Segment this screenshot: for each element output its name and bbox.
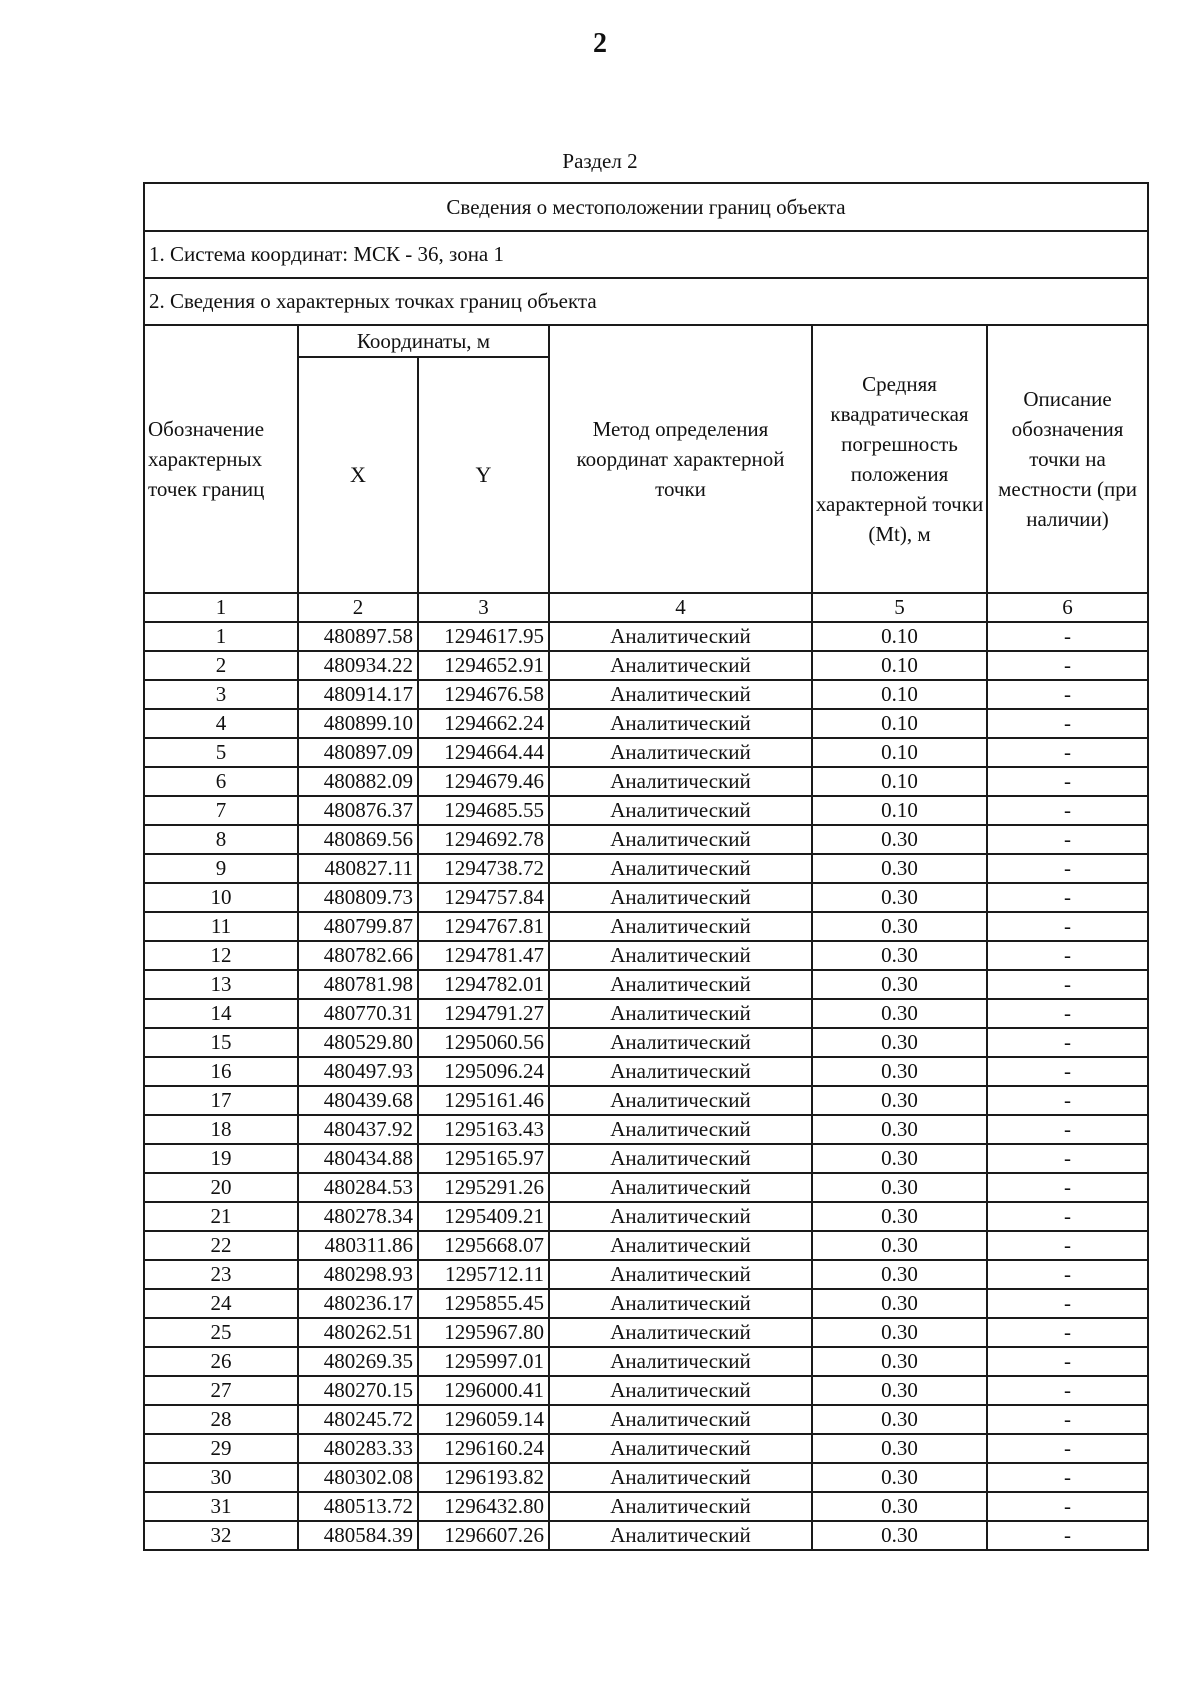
table-row <box>144 854 1148 883</box>
description-cell: - <box>987 1028 1148 1057</box>
point-number-cell: 7 <box>144 796 298 825</box>
description-cell: - <box>987 854 1148 883</box>
accuracy-cell: 0.30 <box>812 1260 987 1289</box>
table-row <box>144 941 1148 970</box>
table-row <box>144 1173 1148 1202</box>
description-cell: - <box>987 883 1148 912</box>
header-coordinates: Координаты, м <box>298 325 549 357</box>
point-number-cell: 22 <box>144 1231 298 1260</box>
x-coordinate-cell: 480439.68 <box>298 1086 418 1115</box>
method-cell: Аналитический <box>549 796 812 825</box>
x-coordinate-cell: 480298.93 <box>298 1260 418 1289</box>
table-row <box>144 1347 1148 1376</box>
column-number: 3 <box>418 593 549 622</box>
y-coordinate-cell: 1294767.81 <box>418 912 549 941</box>
coordinate-system: 1. Система координат: МСК - 36, зона 1 <box>144 231 1148 278</box>
accuracy-cell: 0.10 <box>812 651 987 680</box>
accuracy-cell: 0.30 <box>812 1057 987 1086</box>
column-number: 2 <box>298 593 418 622</box>
x-coordinate-cell: 480869.56 <box>298 825 418 854</box>
y-coordinate-cell: 1294662.24 <box>418 709 549 738</box>
x-coordinate-cell: 480876.37 <box>298 796 418 825</box>
x-coordinate-cell: 480529.80 <box>298 1028 418 1057</box>
point-number-cell: 20 <box>144 1173 298 1202</box>
point-number-cell: 21 <box>144 1202 298 1231</box>
y-coordinate-cell: 1295060.56 <box>418 1028 549 1057</box>
point-number-cell: 14 <box>144 999 298 1028</box>
x-coordinate-cell: 480882.09 <box>298 767 418 796</box>
description-cell: - <box>987 912 1148 941</box>
accuracy-cell: 0.30 <box>812 999 987 1028</box>
x-coordinate-cell: 480245.72 <box>298 1405 418 1434</box>
x-coordinate-cell: 480302.08 <box>298 1463 418 1492</box>
method-cell: Аналитический <box>549 767 812 796</box>
column-number: 4 <box>549 593 812 622</box>
point-number-cell: 15 <box>144 1028 298 1057</box>
point-number-cell: 8 <box>144 825 298 854</box>
accuracy-cell: 0.30 <box>812 912 987 941</box>
table-row <box>144 912 1148 941</box>
point-number-cell: 4 <box>144 709 298 738</box>
x-coordinate-cell: 480270.15 <box>298 1376 418 1405</box>
description-cell: - <box>987 1318 1148 1347</box>
x-coordinate-cell: 480897.09 <box>298 738 418 767</box>
x-coordinate-cell: 480311.86 <box>298 1231 418 1260</box>
point-number-cell: 11 <box>144 912 298 941</box>
y-coordinate-cell: 1295163.43 <box>418 1115 549 1144</box>
table-row <box>144 1434 1148 1463</box>
y-coordinate-cell: 1295291.26 <box>418 1173 549 1202</box>
y-coordinate-cell: 1294757.84 <box>418 883 549 912</box>
description-cell: - <box>987 1376 1148 1405</box>
accuracy-cell: 0.10 <box>812 796 987 825</box>
point-number-cell: 30 <box>144 1463 298 1492</box>
y-coordinate-cell: 1295668.07 <box>418 1231 549 1260</box>
table-row <box>144 1086 1148 1115</box>
description-cell: - <box>987 709 1148 738</box>
x-coordinate-cell: 480827.11 <box>298 854 418 883</box>
page-number: 2 <box>593 28 607 59</box>
x-coordinate-cell: 480513.72 <box>298 1492 418 1521</box>
description-cell: - <box>987 767 1148 796</box>
method-cell: Аналитический <box>549 999 812 1028</box>
description-cell: - <box>987 1347 1148 1376</box>
boundary-table-container <box>143 182 1147 1551</box>
y-coordinate-cell: 1294781.47 <box>418 941 549 970</box>
y-coordinate-cell: 1294679.46 <box>418 767 549 796</box>
accuracy-cell: 0.10 <box>812 709 987 738</box>
description-cell: - <box>987 1405 1148 1434</box>
accuracy-cell: 0.10 <box>812 767 987 796</box>
x-coordinate-cell: 480283.33 <box>298 1434 418 1463</box>
y-coordinate-cell: 1294652.91 <box>418 651 549 680</box>
method-cell: Аналитический <box>549 1202 812 1231</box>
accuracy-cell: 0.30 <box>812 1434 987 1463</box>
header-accuracy: Средняя квадратическая погрешность положения характерной точки (Mt), м <box>812 325 987 593</box>
point-number-cell: 5 <box>144 738 298 767</box>
x-coordinate-cell: 480262.51 <box>298 1318 418 1347</box>
accuracy-cell: 0.30 <box>812 941 987 970</box>
description-cell: - <box>987 1144 1148 1173</box>
x-coordinate-cell: 480781.98 <box>298 970 418 999</box>
description-cell: - <box>987 1463 1148 1492</box>
method-cell: Аналитический <box>549 912 812 941</box>
y-coordinate-cell: 1295855.45 <box>418 1289 549 1318</box>
description-cell: - <box>987 825 1148 854</box>
table-row <box>144 738 1148 767</box>
point-number-cell: 27 <box>144 1376 298 1405</box>
point-number-cell: 28 <box>144 1405 298 1434</box>
description-cell: - <box>987 1260 1148 1289</box>
table-row <box>144 680 1148 709</box>
accuracy-cell: 0.30 <box>812 854 987 883</box>
description-cell: - <box>987 1492 1148 1521</box>
y-coordinate-cell: 1295997.01 <box>418 1347 549 1376</box>
method-cell: Аналитический <box>549 709 812 738</box>
y-coordinate-cell: 1294692.78 <box>418 825 549 854</box>
method-cell: Аналитический <box>549 1434 812 1463</box>
description-cell: - <box>987 999 1148 1028</box>
point-number-cell: 23 <box>144 1260 298 1289</box>
accuracy-cell: 0.30 <box>812 1492 987 1521</box>
point-number-cell: 18 <box>144 1115 298 1144</box>
header-point-designation: Обозначение характерных точек границ <box>144 325 298 593</box>
accuracy-cell: 0.30 <box>812 1318 987 1347</box>
header-description: Описание обозначения точки на местности (при наличии) <box>987 325 1148 593</box>
method-cell: Аналитический <box>549 1260 812 1289</box>
y-coordinate-cell: 1294685.55 <box>418 796 549 825</box>
method-cell: Аналитический <box>549 1173 812 1202</box>
method-cell: Аналитический <box>549 1289 812 1318</box>
boundary-points-table <box>143 182 1149 1551</box>
description-cell: - <box>987 941 1148 970</box>
x-coordinate-cell: 480434.88 <box>298 1144 418 1173</box>
y-coordinate-cell: 1295712.11 <box>418 1260 549 1289</box>
accuracy-cell: 0.30 <box>812 1173 987 1202</box>
table-row <box>144 1028 1148 1057</box>
y-coordinate-cell: 1294782.01 <box>418 970 549 999</box>
method-cell: Аналитический <box>549 622 812 651</box>
point-number-cell: 3 <box>144 680 298 709</box>
x-coordinate-cell: 480897.58 <box>298 622 418 651</box>
method-cell: Аналитический <box>549 1492 812 1521</box>
description-cell: - <box>987 738 1148 767</box>
y-coordinate-cell: 1296160.24 <box>418 1434 549 1463</box>
description-cell: - <box>987 1521 1148 1550</box>
y-coordinate-cell: 1295165.97 <box>418 1144 549 1173</box>
point-number-cell: 9 <box>144 854 298 883</box>
column-number: 6 <box>987 593 1148 622</box>
point-number-cell: 6 <box>144 767 298 796</box>
method-cell: Аналитический <box>549 651 812 680</box>
accuracy-cell: 0.30 <box>812 1086 987 1115</box>
table-row <box>144 1115 1148 1144</box>
point-number-cell: 31 <box>144 1492 298 1521</box>
header-method: Метод определения координат характерной точки <box>549 325 812 593</box>
x-coordinate-cell: 480284.53 <box>298 1173 418 1202</box>
column-number: 5 <box>812 593 987 622</box>
description-cell: - <box>987 970 1148 999</box>
y-coordinate-cell: 1294664.44 <box>418 738 549 767</box>
accuracy-cell: 0.30 <box>812 1463 987 1492</box>
method-cell: Аналитический <box>549 1057 812 1086</box>
table-row <box>144 1521 1148 1550</box>
table-row <box>144 709 1148 738</box>
point-number-cell: 32 <box>144 1521 298 1550</box>
accuracy-cell: 0.30 <box>812 1347 987 1376</box>
column-number: 1 <box>144 593 298 622</box>
y-coordinate-cell: 1296193.82 <box>418 1463 549 1492</box>
accuracy-cell: 0.30 <box>812 970 987 999</box>
accuracy-cell: 0.30 <box>812 1289 987 1318</box>
table-row <box>144 1231 1148 1260</box>
y-coordinate-cell: 1295967.80 <box>418 1318 549 1347</box>
accuracy-cell: 0.30 <box>812 1521 987 1550</box>
description-cell: - <box>987 680 1148 709</box>
y-coordinate-cell: 1295161.46 <box>418 1086 549 1115</box>
x-coordinate-cell: 480236.17 <box>298 1289 418 1318</box>
y-coordinate-cell: 1294617.95 <box>418 622 549 651</box>
method-cell: Аналитический <box>549 883 812 912</box>
y-coordinate-cell: 1294676.58 <box>418 680 549 709</box>
method-cell: Аналитический <box>549 1463 812 1492</box>
accuracy-cell: 0.30 <box>812 1115 987 1144</box>
point-number-cell: 29 <box>144 1434 298 1463</box>
x-coordinate-cell: 480269.35 <box>298 1347 418 1376</box>
header-x: X <box>298 357 418 593</box>
point-number-cell: 16 <box>144 1057 298 1086</box>
table-row <box>144 1318 1148 1347</box>
point-number-cell: 24 <box>144 1289 298 1318</box>
accuracy-cell: 0.30 <box>812 1405 987 1434</box>
y-coordinate-cell: 1296432.80 <box>418 1492 549 1521</box>
table-row <box>144 1057 1148 1086</box>
point-number-cell: 25 <box>144 1318 298 1347</box>
table-row <box>144 999 1148 1028</box>
method-cell: Аналитический <box>549 1405 812 1434</box>
table-row <box>144 970 1148 999</box>
method-cell: Аналитический <box>549 1028 812 1057</box>
x-coordinate-cell: 480934.22 <box>298 651 418 680</box>
point-number-cell: 13 <box>144 970 298 999</box>
point-number-cell: 19 <box>144 1144 298 1173</box>
table-row <box>144 767 1148 796</box>
table-row <box>144 1463 1148 1492</box>
y-coordinate-cell: 1294791.27 <box>418 999 549 1028</box>
method-cell: Аналитический <box>549 1144 812 1173</box>
method-cell: Аналитический <box>549 680 812 709</box>
y-coordinate-cell: 1294738.72 <box>418 854 549 883</box>
x-coordinate-cell: 480914.17 <box>298 680 418 709</box>
accuracy-cell: 0.10 <box>812 622 987 651</box>
column-number-row <box>144 593 1148 622</box>
table-row <box>144 1202 1148 1231</box>
point-number-cell: 17 <box>144 1086 298 1115</box>
description-cell: - <box>987 1434 1148 1463</box>
accuracy-cell: 0.30 <box>812 1202 987 1231</box>
table-row <box>144 622 1148 651</box>
table-row <box>144 651 1148 680</box>
description-cell: - <box>987 1086 1148 1115</box>
method-cell: Аналитический <box>549 854 812 883</box>
x-coordinate-cell: 480799.87 <box>298 912 418 941</box>
point-number-cell: 2 <box>144 651 298 680</box>
method-cell: Аналитический <box>549 1086 812 1115</box>
x-coordinate-cell: 480809.73 <box>298 883 418 912</box>
y-coordinate-cell: 1295096.24 <box>418 1057 549 1086</box>
table-row <box>144 1405 1148 1434</box>
description-cell: - <box>987 1057 1148 1086</box>
table-row <box>144 796 1148 825</box>
point-number-cell: 12 <box>144 941 298 970</box>
table-row <box>144 1289 1148 1318</box>
x-coordinate-cell: 480770.31 <box>298 999 418 1028</box>
accuracy-cell: 0.10 <box>812 680 987 709</box>
table-row <box>144 1376 1148 1405</box>
table-row <box>144 1260 1148 1289</box>
accuracy-cell: 0.30 <box>812 825 987 854</box>
description-cell: - <box>987 1173 1148 1202</box>
method-cell: Аналитический <box>549 1231 812 1260</box>
point-number-cell: 10 <box>144 883 298 912</box>
accuracy-cell: 0.30 <box>812 1028 987 1057</box>
section-label: Раздел 2 <box>562 149 638 173</box>
accuracy-cell: 0.30 <box>812 1376 987 1405</box>
x-coordinate-cell: 480782.66 <box>298 941 418 970</box>
description-cell: - <box>987 796 1148 825</box>
description-cell: - <box>987 1289 1148 1318</box>
header-y: Y <box>418 357 549 593</box>
y-coordinate-cell: 1296000.41 <box>418 1376 549 1405</box>
point-number-cell: 26 <box>144 1347 298 1376</box>
y-coordinate-cell: 1296059.14 <box>418 1405 549 1434</box>
table-body <box>144 622 1148 1550</box>
x-coordinate-cell: 480278.34 <box>298 1202 418 1231</box>
table-row <box>144 1144 1148 1173</box>
x-coordinate-cell: 480899.10 <box>298 709 418 738</box>
method-cell: Аналитический <box>549 1115 812 1144</box>
description-cell: - <box>987 1115 1148 1144</box>
y-coordinate-cell: 1296607.26 <box>418 1521 549 1550</box>
method-cell: Аналитический <box>549 970 812 999</box>
table-row <box>144 825 1148 854</box>
description-cell: - <box>987 1231 1148 1260</box>
description-cell: - <box>987 1202 1148 1231</box>
accuracy-cell: 0.10 <box>812 738 987 767</box>
method-cell: Аналитический <box>549 941 812 970</box>
accuracy-cell: 0.30 <box>812 883 987 912</box>
method-cell: Аналитический <box>549 825 812 854</box>
points-caption: 2. Сведения о характерных точках границ объекта <box>144 278 1148 325</box>
accuracy-cell: 0.30 <box>812 1231 987 1260</box>
method-cell: Аналитический <box>549 1347 812 1376</box>
y-coordinate-cell: 1295409.21 <box>418 1202 549 1231</box>
method-cell: Аналитический <box>549 1318 812 1347</box>
point-number-cell: 1 <box>144 622 298 651</box>
table-title: Сведения о местоположении границ объекта <box>144 183 1148 231</box>
method-cell: Аналитический <box>549 1521 812 1550</box>
method-cell: Аналитический <box>549 1376 812 1405</box>
table-row <box>144 1492 1148 1521</box>
x-coordinate-cell: 480437.92 <box>298 1115 418 1144</box>
x-coordinate-cell: 480584.39 <box>298 1521 418 1550</box>
description-cell: - <box>987 651 1148 680</box>
accuracy-cell: 0.30 <box>812 1144 987 1173</box>
description-cell: - <box>987 622 1148 651</box>
x-coordinate-cell: 480497.93 <box>298 1057 418 1086</box>
table-row <box>144 883 1148 912</box>
method-cell: Аналитический <box>549 738 812 767</box>
